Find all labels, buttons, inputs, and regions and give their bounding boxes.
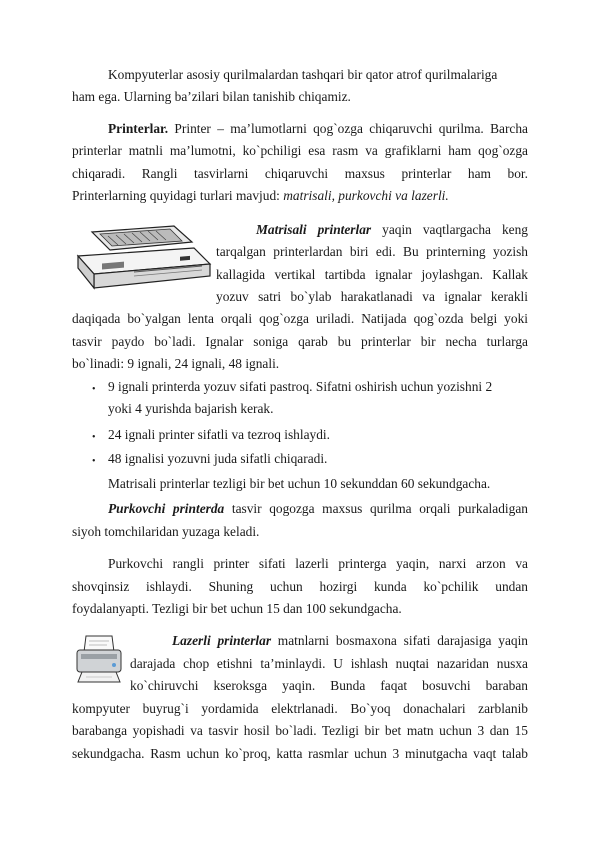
bullet-item-24-needle: 24 ignali printer sifatli va tezroq ishlaydi.: [108, 427, 331, 442]
bullet-marker: •: [92, 432, 96, 443]
printerlar-paragraph-line: Printerlar. Printer – ma’lumotlarni qog`ozga chiqaruvchi qurilma. Barcha: [108, 121, 528, 136]
lazerli-heading: Lazerli printerlar: [172, 633, 272, 648]
matrisali-paragraph-line: tarqalgan printerlardan biri edi. Bu printerning yozish: [216, 244, 528, 259]
matrisali-paragraph-line: Matrisali printerlar yaqin vaqtlargacha keng: [256, 222, 528, 237]
bullet-item-9-needle-cont: yoki 4 yurishda bajarish kerak.: [108, 401, 274, 416]
lazerli-paragraph-line: Lazerli printerlar matnlarni bosmaxona sifati darajasiga yaqin: [172, 633, 528, 648]
matrisali-paragraph-line: daqiqada bo`yalgan lenta orqali qog`ozga uriladi. Natijada qog`ozda belgi yoki: [72, 311, 528, 326]
purkovchi-rangli-paragraph-line: shovqinsiz ishlaydi. Shuning uchun hozirgi kunda ko`pchilik undan: [72, 579, 528, 594]
purkovchi-rangli-paragraph-line: Purkovchi rangli printer sifati lazerli printerga yaqin, narxi arzon va: [108, 556, 528, 571]
matrisali-paragraph-line: bo`linadi: 9 ignali, 24 ignali, 48 ignali.: [72, 356, 280, 371]
matrisali-speed-line: Matrisali printerlar tezligi bir bet uchun 10 sekunddan 60 sekundgacha.: [108, 476, 491, 491]
matrisali-paragraph-line: tasvir paydo bo`ladi. Ignalar soniga qarab bu printerlar bir necha turlarga: [72, 334, 528, 349]
purkovchi-paragraph-line: siyoh tomchilaridan yuzaga keladi.: [72, 524, 260, 539]
paragraph-intro-line: Kompyuterlar asosiy qurilmalardan tashqari bir qator atrof qurilmalariga: [108, 67, 498, 82]
matrix-printer-image: [74, 222, 214, 302]
purkovchi-heading: Purkovchi printerda: [108, 501, 225, 516]
printerlar-paragraph-line: printerlar matnli ma’lumotni, ko`pchiligi esa rasm va grafiklarni ham qog`ozga: [72, 143, 528, 158]
lazerli-paragraph-line: barabanga yopishadi va tasvir hosil bo`ladi. Tezligi bir bet matn uchun 3 dan 15: [72, 723, 528, 738]
laser-printer-image: [74, 634, 126, 688]
matrisali-paragraph-line: kallagida vertikal tartibda ignalar joylashgan. Kallak: [216, 267, 528, 282]
printer-types-list: matrisali, purkovchi va lazerli.: [283, 188, 449, 203]
matrisali-heading: Matrisali printerlar: [256, 222, 372, 237]
lazerli-paragraph-line: kompyuter buyrug`i yordamida elektrlanadi. Bo`yoq donachalari zarblanib: [72, 701, 528, 716]
lazerli-paragraph-line: ko`chiruvchi kseroksga yaqin. Bunda faqat bosuvchi baraban: [130, 678, 528, 693]
printerlar-heading: Printerlar.: [108, 121, 169, 136]
matrisali-paragraph-line: yozuv satri bo`ylab harakatlanadi va ignalar kerakli: [216, 289, 528, 304]
purkovchi-rangli-paragraph-line: foydalanyapti. Tezligi bir bet uchun 15 dan 100 sekundgacha.: [72, 601, 402, 616]
paragraph-intro-line: ham ega. Ularning ba’zilari bilan tanishib chiqamiz.: [72, 89, 351, 104]
bullet-marker: •: [92, 384, 96, 395]
bullet-item-48-needle: 48 ignalisi yozuvni juda sifatli chiqaradi.: [108, 451, 328, 466]
bullet-marker: •: [92, 456, 96, 467]
purkovchi-paragraph-line: Purkovchi printerda tasvir qogozga maxsus qurilma orqali purkaladigan: [108, 501, 528, 516]
lazerli-paragraph-line: darajada chop etishni ta’minlaydi. U ishlash nuqtai nazaridan nusxa: [130, 656, 528, 671]
printerlar-paragraph-line: Printerlarning quyidagi turlari mavjud: matrisali, purkovchi va lazerli.: [72, 188, 449, 203]
bullet-item-9-needle: 9 ignali printerda yozuv sifati pastroq. Sifatni oshirish uchun yozishni 2: [108, 379, 493, 394]
printerlar-paragraph-line: chiqaradi. Rangli tasvirlarni chiqaruvchi maxsus printerlar ham bor.: [72, 166, 528, 181]
lazerli-paragraph-line: sekundgacha. Rasm uchun ko`proq, katta rasmlar uchun 3 minutgacha vaqt talab: [72, 746, 528, 761]
